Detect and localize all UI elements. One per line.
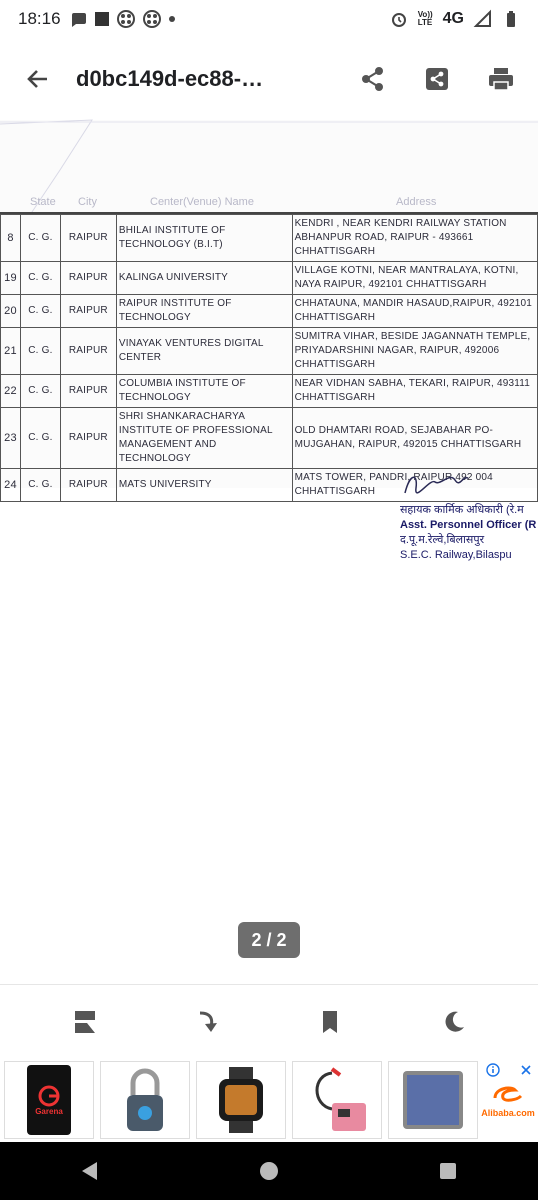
table-row: [1, 215, 538, 262]
document-page[interactable]: [0, 120, 538, 497]
curved-arrow-icon: [195, 1009, 221, 1035]
status-time: 18:16: [18, 9, 61, 28]
page-view-button[interactable]: [58, 995, 112, 1049]
square-recents-icon: [437, 1160, 459, 1182]
row-state: C. G.: [20, 375, 60, 408]
app-bar: [0, 38, 538, 120]
row-state: C. G.: [20, 328, 60, 375]
tablet-icon: [397, 1065, 469, 1135]
bookmark-button[interactable]: [303, 995, 357, 1049]
ad-product-padlock[interactable]: [100, 1061, 190, 1139]
bookmark-icon: [317, 1009, 343, 1035]
volte-top-label: Vo)): [417, 10, 433, 19]
signature-line-3: द.पू.म.रेल्वे,बिलासपुर: [400, 534, 485, 546]
ad-brand[interactable]: [481, 1061, 535, 1139]
ad-product-garena[interactable]: [4, 1061, 94, 1139]
share-icon: [359, 65, 387, 93]
row-city: RAIPUR: [60, 215, 116, 262]
app-notification-icon-2: [143, 10, 161, 28]
header-city: City: [78, 196, 97, 208]
table-row: [1, 295, 538, 328]
arrow-left-icon: [25, 66, 51, 92]
row-state: C. G.: [20, 408, 60, 469]
signal-icon: [474, 10, 492, 28]
share-box-icon: [423, 65, 451, 93]
padlock-icon: [115, 1065, 175, 1135]
row-address: NEAR VIDHAN SABHA, TEKARI, RAIPUR, 493111 CHHATTISGARH: [292, 375, 537, 408]
garena-label: Garena: [35, 1106, 63, 1116]
more-notifications-dot-icon: [169, 16, 175, 22]
row-number: 19: [1, 262, 21, 295]
volte-indicator: [418, 11, 433, 27]
page-indicator: 2 / 2: [238, 922, 300, 958]
jump-to-page-button[interactable]: [181, 995, 235, 1049]
row-center-name: COLUMBIA INSTITUTE OF TECHNOLOGY: [116, 375, 292, 408]
printer-icon: [487, 65, 515, 93]
row-number: 21: [1, 328, 21, 375]
row-number: 8: [1, 215, 21, 262]
row-center-name: BHILAI INSTITUTE OF TECHNOLOGY (B.I.T): [116, 215, 292, 262]
ad-info-icon[interactable]: [486, 1063, 500, 1077]
ad-product-welder[interactable]: [292, 1061, 382, 1139]
nav-back-button[interactable]: [60, 1142, 120, 1200]
alibaba-logo-icon: [491, 1082, 525, 1108]
row-city: RAIPUR: [60, 295, 116, 328]
row-center-name: RAIPUR INSTITUTE OF TECHNOLOGY: [116, 295, 292, 328]
share-button[interactable]: [344, 50, 402, 108]
row-address: CHHATAUNA, MANDIR HASAUD,RAIPUR, 492101 CHHATTISGARH: [292, 295, 537, 328]
document-title: d0bc149d-ec88-…: [76, 66, 264, 91]
bottom-toolbar: [0, 984, 538, 1058]
row-number: 23: [1, 408, 21, 469]
ad-product-smartwatch[interactable]: [196, 1061, 286, 1139]
row-address: VILLAGE KOTNI, NEAR MANTRALAYA, KOTNI, NAYA RAIPUR, 492101 CHHATTISGARH: [292, 262, 537, 295]
row-city: RAIPUR: [60, 469, 116, 502]
notification-square-icon: [95, 12, 109, 26]
signature-stamp: [400, 468, 540, 578]
page-layout-icon: [72, 1009, 98, 1035]
ad-close-icon[interactable]: [520, 1064, 532, 1076]
row-center-name: KALINGA UNIVERSITY: [116, 262, 292, 295]
alibaba-label: Alibaba.com: [481, 1108, 535, 1118]
system-nav-bar: [0, 1142, 538, 1200]
row-number: 22: [1, 375, 21, 408]
row-number: 20: [1, 295, 21, 328]
status-bar: [0, 0, 538, 38]
row-city: RAIPUR: [60, 262, 116, 295]
row-state: C. G.: [20, 469, 60, 502]
ad-product-tablet[interactable]: [388, 1061, 478, 1139]
signature-line-1: सहायक कार्मिक अधिकारी (रे.म: [400, 504, 524, 516]
header-center: Center(Venue) Name: [150, 196, 254, 208]
table-row: [1, 408, 538, 469]
row-city: RAIPUR: [60, 328, 116, 375]
moon-icon: [440, 1009, 466, 1035]
alarm-icon: [390, 10, 408, 28]
row-address: KENDRI , NEAR KENDRI RAILWAY STATION ABHANPUR ROAD, RAIPUR - 493661 CHHATTISGARH: [292, 215, 537, 262]
back-button[interactable]: [0, 38, 76, 120]
row-center-name: VINAYAK VENTURES DIGITAL CENTER: [116, 328, 292, 375]
row-number: 24: [1, 469, 21, 502]
circle-home-icon: [258, 1160, 280, 1182]
smartwatch-icon: [209, 1065, 273, 1135]
row-state: C. G.: [20, 295, 60, 328]
night-mode-button[interactable]: [426, 995, 480, 1049]
header-state: State: [30, 196, 56, 208]
share-link-button[interactable]: [408, 50, 466, 108]
print-button[interactable]: [472, 50, 530, 108]
nav-home-button[interactable]: [239, 1142, 299, 1200]
triangle-back-icon: [79, 1160, 101, 1182]
row-city: RAIPUR: [60, 375, 116, 408]
table-row: [1, 375, 538, 408]
venue-table: [0, 214, 538, 502]
row-address: OLD DHAMTARI ROAD, SEJABAHAR PO- MUJGAHAN, RAIPUR, 492015 CHHATTISGARH: [292, 408, 537, 469]
welder-icon: [302, 1065, 372, 1135]
row-state: C. G.: [20, 262, 60, 295]
row-address: SUMITRA VIHAR, BESIDE JAGANNATH TEMPLE, PRIYADARSHINI NAGAR, RAIPUR, 492006 CHHATTISGARH: [292, 328, 537, 375]
table-row: [1, 262, 538, 295]
battery-icon: [502, 10, 520, 28]
app-notification-icon: [117, 10, 135, 28]
signature-line-4: S.E.C. Railway,Bilaspu: [400, 549, 512, 561]
row-city: RAIPUR: [60, 408, 116, 469]
garena-logo-icon: [38, 1085, 60, 1107]
table-row: [1, 328, 538, 375]
handwritten-signature: [400, 468, 470, 498]
row-state: C. G.: [20, 215, 60, 262]
row-center-name: MATS UNIVERSITY: [116, 469, 292, 502]
ad-banner[interactable]: [0, 1058, 538, 1142]
network-type: 4G: [442, 10, 464, 27]
message-icon: [69, 10, 87, 28]
header-address: Address: [396, 196, 437, 208]
row-center-name: SHRI SHANKARACHARYA INSTITUTE OF PROFESSIONAL MANAGEMENT AND TECHNOLOGY: [116, 408, 292, 469]
volte-bottom-label: LTE: [417, 18, 433, 27]
signature-line-2: Asst. Personnel Officer (R: [400, 519, 537, 531]
row-address: MATS TOWER, PANDRI, RAIPUR 492 004 CHHATTISGARH: [292, 469, 537, 502]
nav-recents-button[interactable]: [418, 1142, 478, 1200]
